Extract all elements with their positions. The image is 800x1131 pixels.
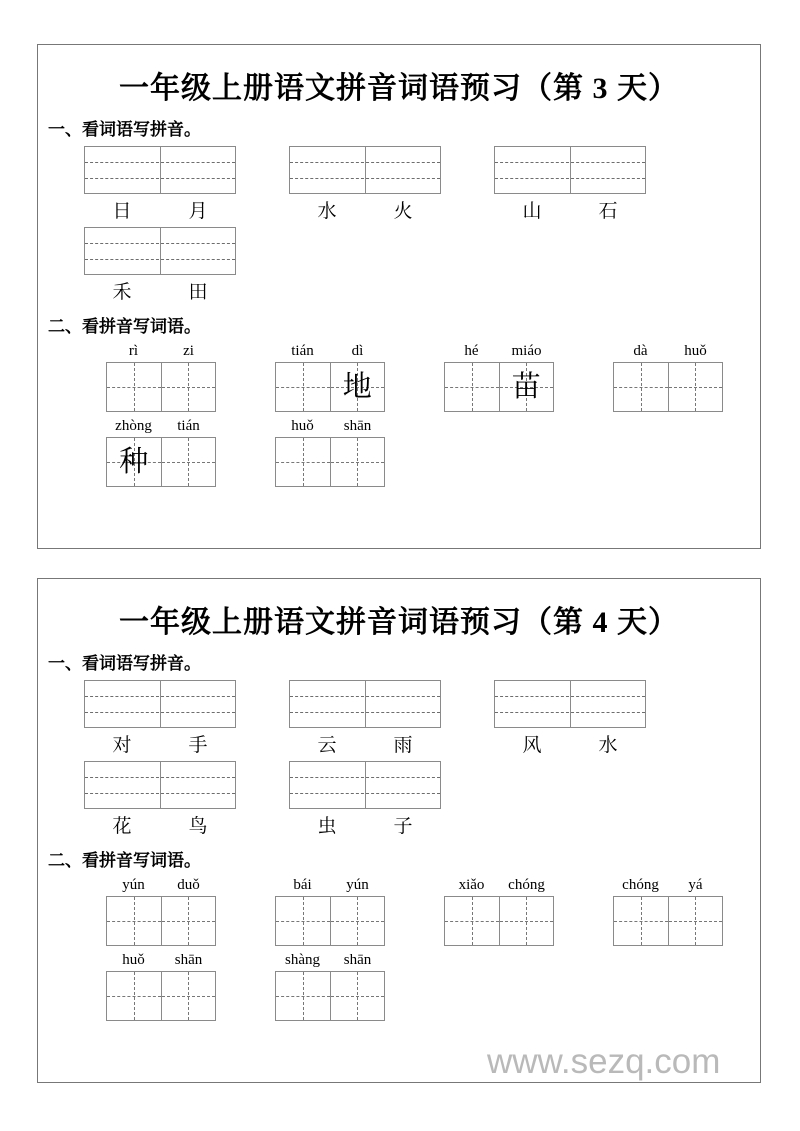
word-label: [289, 196, 441, 223]
tianzige-cell[interactable]: [330, 438, 385, 486]
pinyin-box-row: [84, 146, 760, 223]
tianzige-pair[interactable]: [106, 362, 216, 412]
pinyin-syllable: duǒ: [177, 877, 200, 893]
character-grid-row: [84, 877, 760, 946]
pinyin-syllable: yá: [688, 877, 703, 893]
pinyin-syllable: hé: [464, 343, 479, 359]
tianzige-cell[interactable]: [445, 897, 499, 945]
pinyin-syllable: shān: [343, 418, 372, 434]
filled-character: [276, 438, 330, 486]
four-line-grid[interactable]: [289, 680, 441, 728]
filled-character: 种: [119, 445, 149, 478]
four-line-grid[interactable]: [84, 761, 236, 809]
char-label: 手: [188, 735, 208, 756]
tianzige-cell[interactable]: [107, 972, 161, 1020]
filled-character: [276, 363, 330, 411]
tianzige-cell[interactable]: [161, 972, 216, 1020]
tianzige-pair[interactable]: [106, 971, 216, 1021]
tianzige-cell[interactable]: [499, 897, 554, 945]
pinyin-box-item[interactable]: [494, 146, 699, 223]
tianzige-cell[interactable]: [499, 363, 554, 411]
word-label: [289, 811, 441, 838]
pinyin-syllable: zhòng: [115, 418, 152, 434]
tianzige-pair[interactable]: [275, 971, 385, 1021]
exercise-2-heading: 二、看拼音写词语。: [48, 851, 201, 870]
tianzige-cell[interactable]: [161, 363, 216, 411]
char-label: 水: [317, 201, 337, 222]
filled-character: [331, 972, 385, 1020]
divider-line-icon: [365, 681, 366, 727]
tianzige-cell[interactable]: [445, 363, 499, 411]
pinyin-syllable: xiǎo: [458, 877, 485, 893]
divider-line-icon: [365, 762, 366, 808]
pinyin-syllable: zi: [183, 343, 194, 359]
tianzige-pair[interactable]: [275, 437, 385, 487]
character-grid-item[interactable]: [253, 952, 422, 1021]
filled-character: [107, 363, 161, 411]
char-label: 对: [112, 735, 132, 756]
character-grid-item[interactable]: [84, 952, 253, 1021]
pinyin-syllable: huǒ: [122, 952, 145, 968]
tianzige-cell[interactable]: [668, 363, 723, 411]
worksheet-day-3: [37, 44, 761, 549]
word-label: [84, 811, 236, 838]
pinyin-syllable: rì: [128, 343, 139, 359]
pinyin-syllable: shàng: [285, 952, 320, 968]
word-label: [84, 277, 236, 304]
word-label: [289, 730, 441, 757]
char-label: 月: [188, 201, 208, 222]
pinyin-box-item[interactable]: [494, 680, 699, 757]
filled-character: [669, 897, 723, 945]
tianzige-cell[interactable]: [330, 972, 385, 1020]
char-label: 水: [598, 735, 618, 756]
tianzige-cell[interactable]: [276, 972, 330, 1020]
tianzige-cell[interactable]: [107, 897, 161, 945]
filled-character: [162, 438, 216, 486]
pinyin-syllable: miáo: [511, 343, 542, 359]
tianzige-cell[interactable]: [668, 897, 723, 945]
filled-character: [107, 897, 161, 945]
pinyin-box-item[interactable]: [84, 761, 289, 838]
tianzige-cell[interactable]: [276, 897, 330, 945]
filled-character: [162, 972, 216, 1020]
char-label: 雨: [393, 735, 413, 756]
character-grid-item[interactable]: [422, 343, 591, 412]
pinyin-label: [444, 343, 554, 360]
tianzige-pair[interactable]: [106, 437, 216, 487]
character-grid-item[interactable]: [253, 418, 422, 487]
worksheet-title: 一年级上册语文拼音词语预习（第 3 天）: [119, 72, 679, 105]
char-label: 火: [393, 201, 413, 222]
word-label: [84, 196, 236, 223]
pinyin-box-row: [84, 680, 760, 757]
pinyin-syllable: chóng: [508, 877, 545, 893]
tianzige-cell[interactable]: [614, 897, 668, 945]
char-label: 子: [393, 816, 413, 837]
pinyin-syllable: bái: [293, 877, 312, 893]
pinyin-label: [106, 418, 216, 435]
site-watermark: www.sezq.com: [487, 1042, 721, 1081]
four-line-grid[interactable]: [494, 146, 646, 194]
filled-character: [500, 897, 554, 945]
filled-character: [669, 363, 723, 411]
tianzige-pair[interactable]: [275, 362, 385, 412]
filled-character: [614, 363, 668, 411]
pinyin-syllable: tián: [177, 418, 200, 434]
pinyin-label: [613, 343, 723, 360]
filled-character: 地: [342, 370, 372, 403]
four-line-grid[interactable]: [289, 146, 441, 194]
tianzige-cell[interactable]: [107, 438, 161, 486]
character-grid-item[interactable]: [253, 877, 422, 946]
char-label: 禾: [112, 282, 132, 303]
divider-line-icon: [570, 681, 571, 727]
filled-character: [331, 897, 385, 945]
pinyin-label: [275, 877, 385, 894]
filled-character: [162, 363, 216, 411]
four-line-grid[interactable]: [84, 146, 236, 194]
tianzige-cell[interactable]: [276, 438, 330, 486]
pinyin-label: [106, 877, 216, 894]
worksheet-day-4: [37, 578, 761, 1083]
pinyin-label: [106, 952, 216, 969]
pinyin-syllable: shān: [174, 952, 203, 968]
character-grid-row: [84, 343, 760, 412]
char-label: 风: [522, 735, 542, 756]
pinyin-label: [613, 877, 723, 894]
pinyin-syllable: huǒ: [684, 343, 707, 359]
filled-character: 苗: [511, 370, 541, 403]
filled-character: [107, 972, 161, 1020]
pinyin-syllable: shān: [343, 952, 372, 968]
pinyin-label: [444, 877, 554, 894]
four-line-grid[interactable]: [84, 680, 236, 728]
pinyin-label: [275, 952, 385, 969]
divider-line-icon: [570, 147, 571, 193]
filled-character: [331, 438, 385, 486]
char-label: 山: [522, 201, 542, 222]
char-label: 云: [317, 735, 337, 756]
four-line-grid[interactable]: [289, 761, 441, 809]
four-line-grid[interactable]: [84, 227, 236, 275]
pinyin-box-item[interactable]: [289, 146, 494, 223]
tianzige-cell[interactable]: [161, 897, 216, 945]
word-label: [494, 730, 646, 757]
word-label: [494, 196, 646, 223]
character-grid-item[interactable]: [422, 877, 591, 946]
char-label: 虫: [317, 816, 337, 837]
tianzige-cell[interactable]: [330, 363, 385, 411]
tianzige-cell[interactable]: [614, 363, 668, 411]
divider-line-icon: [160, 681, 161, 727]
pinyin-syllable: yún: [122, 877, 145, 893]
tianzige-pair[interactable]: [444, 362, 554, 412]
character-grid-row: [84, 418, 760, 487]
character-grid-item[interactable]: [84, 418, 253, 487]
pinyin-box-item[interactable]: [84, 227, 289, 304]
divider-line-icon: [160, 762, 161, 808]
exercise-2-heading: 二、看拼音写词语。: [48, 317, 201, 336]
filled-character: [276, 897, 330, 945]
char-label: 日: [112, 201, 132, 222]
char-label: 鸟: [188, 816, 208, 837]
character-grid-item[interactable]: [84, 877, 253, 946]
word-label: [84, 730, 236, 757]
divider-line-icon: [365, 147, 366, 193]
tianzige-cell[interactable]: [107, 363, 161, 411]
filled-character: [614, 897, 668, 945]
worksheet-title: 一年级上册语文拼音词语预习（第 4 天）: [119, 606, 679, 639]
character-grid-row: [84, 952, 760, 1021]
divider-line-icon: [160, 228, 161, 274]
character-grid-item[interactable]: [591, 877, 760, 946]
char-label: 田: [188, 282, 208, 303]
pinyin-box-item[interactable]: [84, 680, 289, 757]
pinyin-syllable: yún: [346, 877, 369, 893]
tianzige-pair[interactable]: [106, 896, 216, 946]
exercise-1-heading: 一、看词语写拼音。: [48, 654, 201, 673]
tianzige-cell[interactable]: [276, 363, 330, 411]
pinyin-box-row: [84, 227, 760, 304]
pinyin-syllable: huǒ: [291, 418, 314, 434]
filled-character: [276, 972, 330, 1020]
pinyin-syllable: dì: [351, 343, 364, 359]
char-label: 石: [598, 201, 618, 222]
character-grid-item[interactable]: [253, 343, 422, 412]
pinyin-label: [275, 343, 385, 360]
filled-character: [445, 363, 499, 411]
pinyin-syllable: dà: [633, 343, 648, 359]
tianzige-pair[interactable]: [613, 362, 723, 412]
pinyin-label: [275, 418, 385, 435]
filled-character: [445, 897, 499, 945]
filled-character: [162, 897, 216, 945]
pinyin-syllable: tián: [291, 343, 314, 359]
pinyin-box-item[interactable]: [289, 761, 494, 838]
tianzige-pair[interactable]: [444, 896, 554, 946]
tianzige-cell[interactable]: [330, 897, 385, 945]
pinyin-box-item[interactable]: [289, 680, 494, 757]
character-grid-item[interactable]: [84, 343, 253, 412]
tianzige-pair[interactable]: [613, 896, 723, 946]
pinyin-label: [106, 343, 216, 360]
four-line-grid[interactable]: [494, 680, 646, 728]
character-grid-item[interactable]: [591, 343, 760, 412]
tianzige-cell[interactable]: [161, 438, 216, 486]
divider-line-icon: [160, 147, 161, 193]
exercise-1-heading: 一、看词语写拼音。: [48, 120, 201, 139]
tianzige-pair[interactable]: [275, 896, 385, 946]
char-label: 花: [112, 816, 132, 837]
pinyin-box-item[interactable]: [84, 146, 289, 223]
pinyin-box-row: [84, 761, 760, 838]
pinyin-syllable: chóng: [622, 877, 659, 893]
